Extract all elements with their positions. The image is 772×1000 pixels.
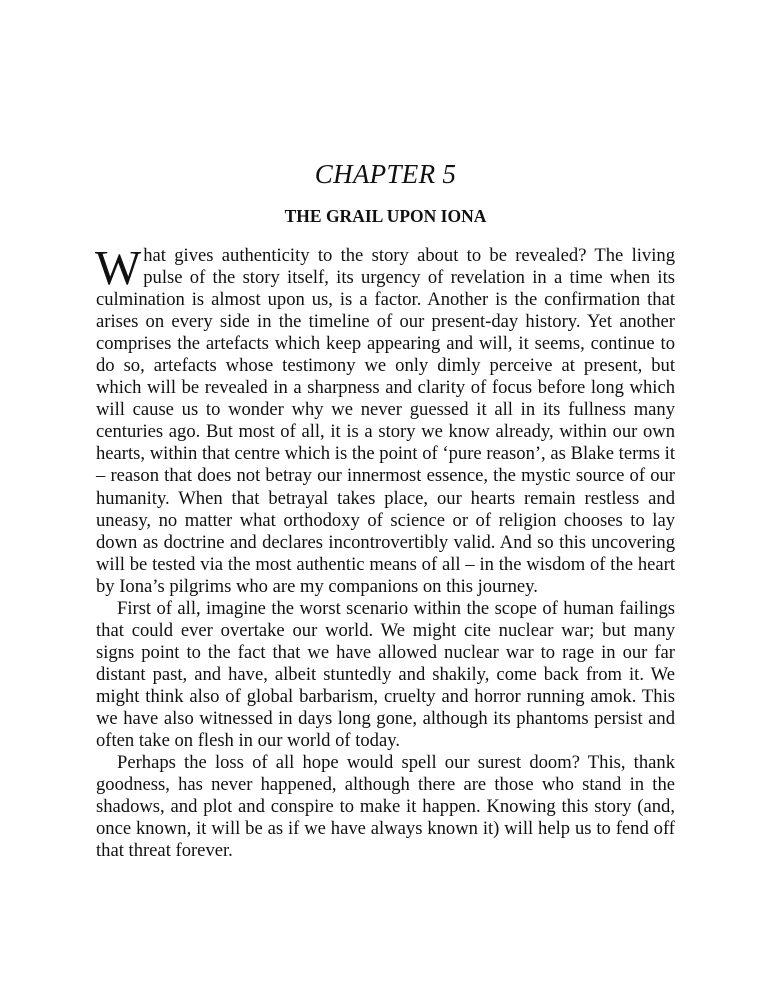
chapter-heading: CHAPTER 5 <box>314 159 457 189</box>
chapter-body <box>95 240 675 862</box>
paragraph-2: First of all, imagine the worst scenario within the scope of human failings that could ever overtake our world. We might cite nuclear war; but many signs point to the fact that we have allowed nuclear war to rage in our far distant past, and have, albeit stuntedly and shakily, come back from it. We might think also of global barbarism, cruelty and horror running amok. This we have also witnessed in days long gone, although its phantoms persist and often take on flesh in our world of today. <box>96 597 675 752</box>
chapter-title: THE GRAIL UPON IONA <box>284 206 487 226</box>
paragraph-1 <box>95 240 675 598</box>
paragraph-1-text: hat gives authenticity to the story about to be revealed? The living pulse of the story itself, its urgency of revelation in a time when its culmination is almost upon us, is a factor. Another is the confirmation that arises on every side in the timeline of our present-day history. Yet another comprises the artefacts which keep appearing and will, it seems, continue to do so, artefacts whose testimony we only dimly perceive at present, but which will be revealed in a sharpness and clarity of focus before long which will cause us to wonder why we never guessed it all in its fullness many centuries ago. But most of all, it is a story we know already, within our own hearts, within that centre which is the point of ‘pure reason’, as Blake terms it – reason that does not betray our innermost essence, the mystic source of our humanity. When that betrayal takes place, our hearts remain restless and uneasy, no matter what orthodoxy of science or of religion chooses to lay down as doctrine and declares incontrovertibly valid. And so this uncovering will be tested via the most authentic means of all – in the wisdom of the heart by Iona’s pilgrims who are my companions on this journey. <box>96 245 675 597</box>
drop-cap-letter: W <box>95 240 142 295</box>
paragraph-3: Perhaps the loss of all hope would spell our surest doom? This, thank goodness, has never happened, although there are those who stand in the shadows, and plot and conspire to make it happen. Knowing this story (and, once known, it will be as if we have always known it) will help us to fend off that threat forever. <box>96 752 675 862</box>
